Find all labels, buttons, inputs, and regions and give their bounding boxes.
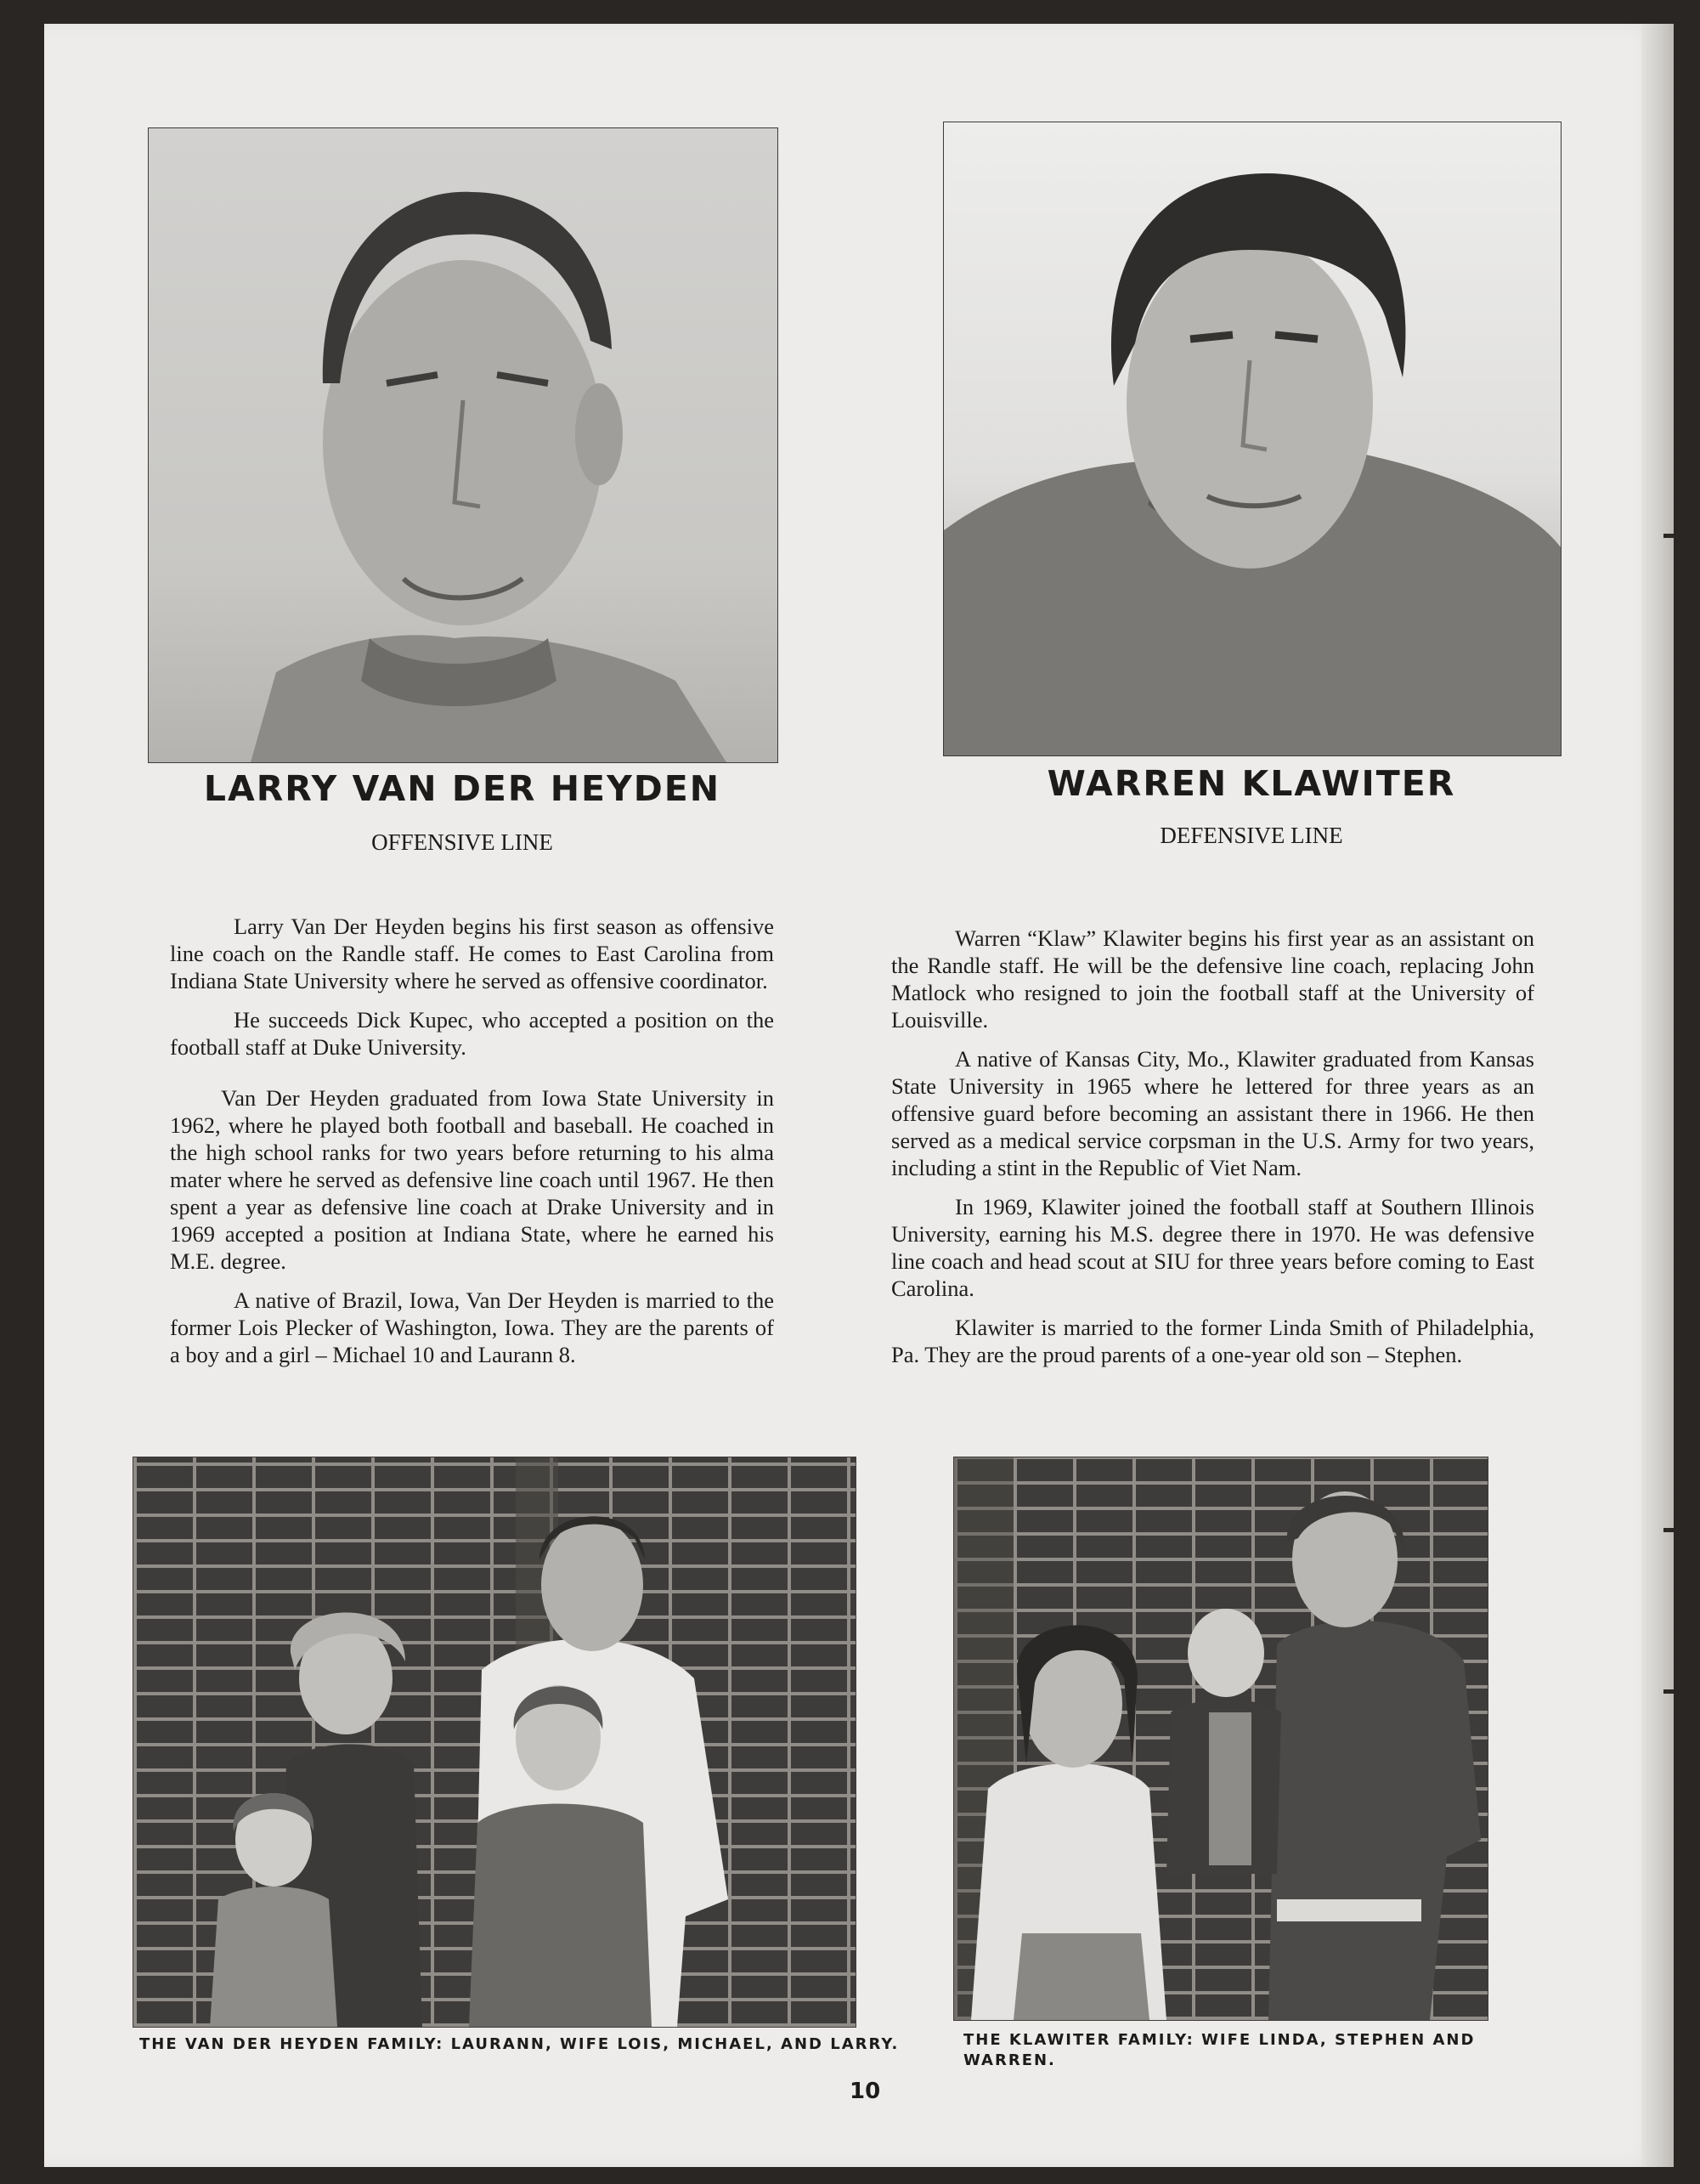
bio-paragraph: He succeeds Dick Kupec, who accepted a position on the football staff at Duke University. (170, 1007, 774, 1060)
page-number: 10 (850, 2079, 881, 2104)
staple-mark (1663, 1689, 1674, 1694)
bio-paragraph: Van Der Heyden graduated from Iowa State University in 1962, where he played both football and baseball. He coached in the high school ranks for two years before returning to his alma mater where he served as defensive line coach until 1967. He then spent a year as defensive line coach at Drake University and in 1969 accepted a position at Indiana State, where he earned his M.E. degree. (170, 1085, 774, 1274)
staple-mark (1663, 1528, 1674, 1532)
bio-paragraph: In 1969, Klawiter joined the football staff at Southern Illinois University, earning his M.S. degree there in 1970. He was defensive line coach and head scout at SIU for three years before coming to East Carolina. (891, 1194, 1534, 1301)
coach-name-left: LARRY VAN DER HEYDEN (203, 768, 721, 809)
portrait-warren-klawiter (943, 122, 1562, 756)
staple-mark (1663, 534, 1674, 538)
bio-paragraph: Klawiter is married to the former Linda Smith of Philadelphia, Pa. They are the proud parents of a one-year old son – Stephen. (891, 1315, 1534, 1367)
bio-paragraph: Warren “Klaw” Klawiter begins his first year as an assistant on the Randle staff. He will be the defensive line coach, replacing John Matlock who resigned to join the football staff at the University of Louisville. (891, 925, 1534, 1033)
coach-position-left: OFFENSIVE LINE (371, 829, 553, 855)
bio-right (891, 925, 1534, 1380)
bio-paragraph: A native of Brazil, Iowa, Van Der Heyden is married to the former Lois Plecker of Washington, Iowa. They are the parents of a boy and a girl – Michael 10 and Laurann 8. (170, 1287, 774, 1367)
family-photo-klawiter (953, 1457, 1488, 2021)
family-caption-left: THE VAN DER HEYDEN FAMILY: LAURANN, WIFE LOIS, MICHAEL, AND LARRY. (139, 2035, 900, 2053)
bio-left (170, 913, 774, 1380)
bio-paragraph: Larry Van Der Heyden begins his first season as offensive line coach on the Randle staff. He comes to East Carolina from Indiana State University where he served as offensive coordinator. (170, 914, 774, 993)
coach-position-right: DEFENSIVE LINE (1160, 823, 1343, 848)
portrait-larry-van-der-heyden (148, 127, 778, 763)
bio-paragraph: A native of Kansas City, Mo., Klawiter graduated from Kansas State University in 1965 where he lettered for three years as an offensive guard before becoming an assistant there in 1966. He then served as a medical service corpsman in the U.S. Army for two years, including a stint in the Republic of Viet Nam. (891, 1046, 1534, 1180)
page-spine (1641, 24, 1674, 2167)
program-page (44, 24, 1674, 2167)
coach-name-right: WARREN KLAWITER (1047, 763, 1456, 804)
family-photo-van-der-heyden (133, 1457, 856, 2028)
family-caption-right: THE KLAWITER FAMILY: WIFE LINDA, STEPHEN AND WARREN. (963, 2031, 1476, 2069)
